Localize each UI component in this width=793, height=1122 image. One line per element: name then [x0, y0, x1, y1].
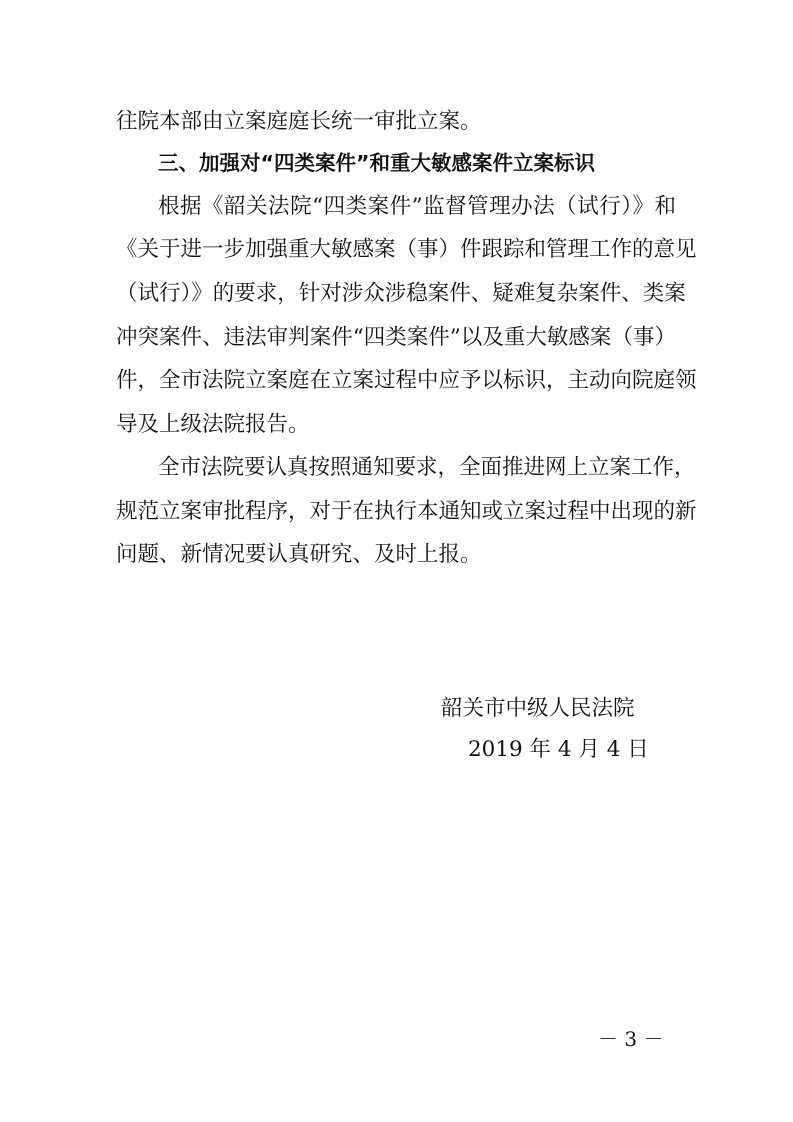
- signature-date: 2019 年 4 月 4 日: [468, 737, 649, 762]
- paragraph-line: （试行）》的要求，针对涉众涉稳案件、疑难复杂案件、类案: [116, 281, 686, 306]
- paragraph-line: 规范立案审批程序，对于在执行本通知或立案过程中出现的新: [116, 499, 697, 524]
- paragraph-line: 《关于进一步加强重大敏感案（事）件跟踪和管理工作的意见: [116, 237, 697, 262]
- continued-paragraph-line: 往院本部由立案庭庭长统一审批立案。: [116, 109, 482, 134]
- paragraph-line: 件，全市法院立案庭在立案过程中应予以标识，主动向院庭领: [116, 368, 697, 393]
- section-heading: 三、加强对“四类案件”和重大敏感案件立案标识: [158, 151, 595, 175]
- paragraph-line: 导及上级法院报告。: [116, 412, 310, 437]
- page-number: － 3 －: [598, 1027, 664, 1051]
- paragraph-line: 问题、新情况要认真研究、及时上报。: [116, 542, 482, 567]
- paragraph-line: 根据《韶关法院“四类案件”监督管理办法（试行）》和: [158, 194, 676, 219]
- paragraph-line: 全市法院要认真按照通知要求，全面推进网上立案工作，: [158, 455, 696, 480]
- signature-organization: 韶关市中级人民法院: [441, 696, 635, 721]
- paragraph-line: 冲突案件、违法审判案件“四类案件”以及重大敏感案（事）: [116, 325, 676, 350]
